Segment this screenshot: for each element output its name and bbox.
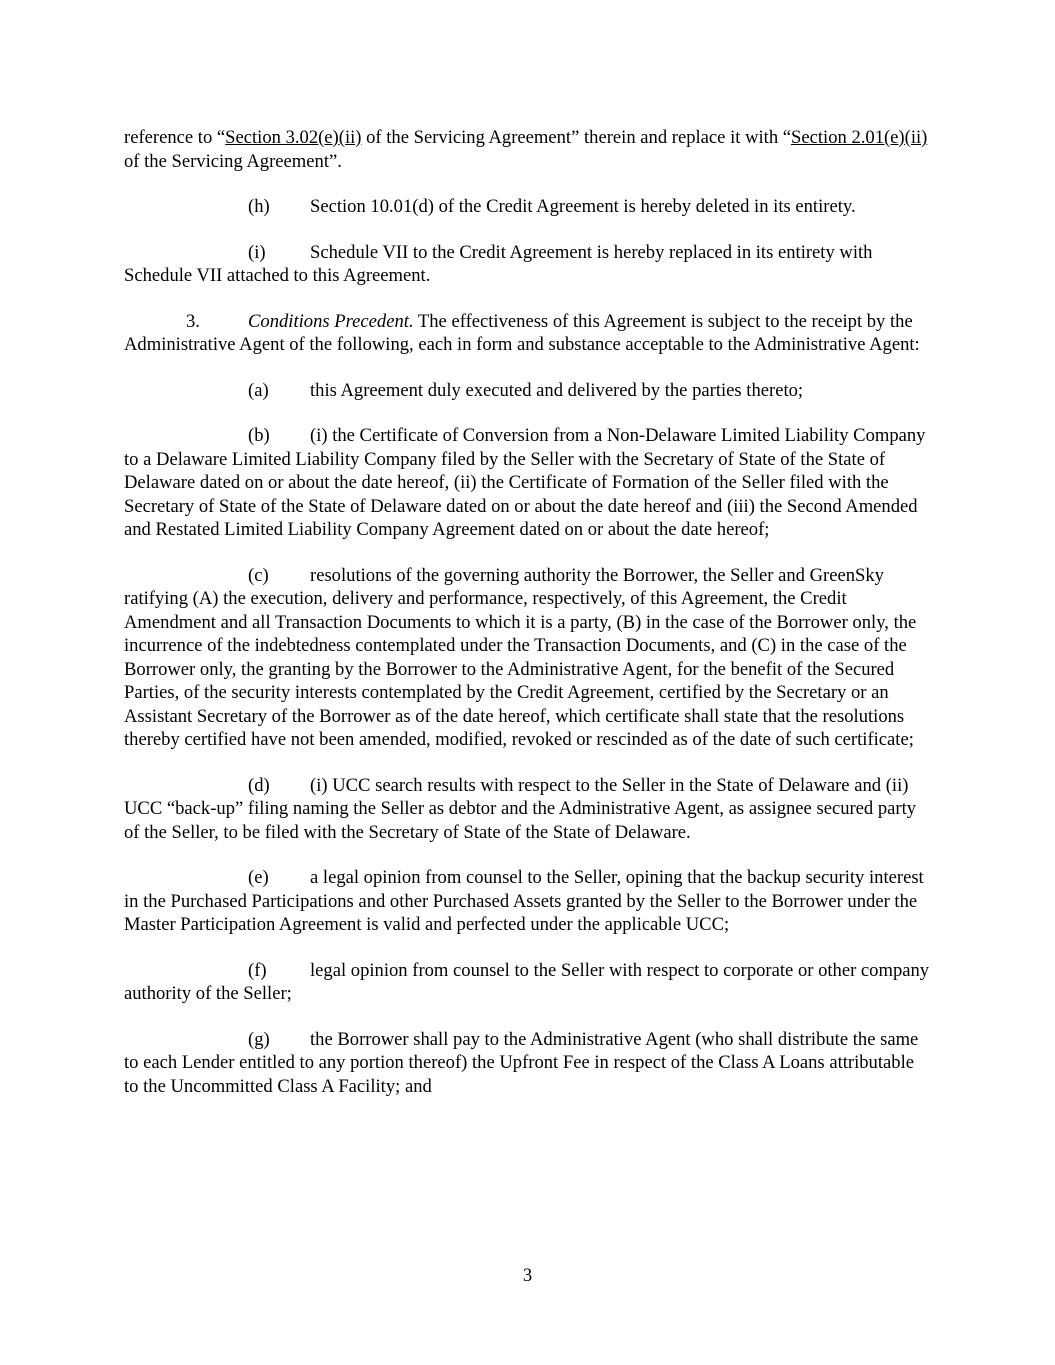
clause-label: (f) (248, 959, 267, 981)
section-heading: Conditions Precedent. (248, 310, 414, 332)
clause-e (124, 866, 932, 937)
section-3 (124, 310, 932, 357)
document-body (124, 126, 932, 1120)
clause-f (124, 959, 932, 1006)
section-text: The effectiveness of this Agreement is subject to the receipt by the Administrative Agent of the following, each in form and substance acceptable to the Administrative Agent: (124, 310, 920, 355)
clause-label: (h) (248, 196, 270, 217)
clause-b (124, 424, 932, 542)
paragraph-continuation: reference to “Section 3.02(e)(ii) of the Servicing Agreement” therein and replace it with “Section 2.01(e)(ii) of the Servicing Agreement”. (124, 127, 928, 172)
clause-label: (g) (248, 1028, 270, 1050)
clause-g (124, 1028, 932, 1099)
clause-text: a legal opinion from counsel to the Seller, opining that the backup security interest in the Purchased Participations and other Purchased Assets granted by the Seller to the Borrower under the Master Participation Agreement is valid and perfected under the applicable UCC; (124, 867, 924, 935)
clause-text: resolutions of the governing authority the Borrower, the Seller and GreenSky ratifying (A) the execution, delivery and performance, respectively, of this Agreement, the Credit Amendment and all Transaction Documents to which it is a party, (B) in the case of the Borrower only, the incurrence of the indebtedness contemplated under the Transaction Documents, and (C) in the case of the Borrower only, the granting by the Borrower to the Administrative Agent, for the benefit of the Secured Parties, of the security interests contemplated by the Credit Agreement, certified by the Secretary or an Assistant Secretary of the Borrower as of the date hereof, which certificate shall state that the resolutions thereby certified have not been amended, modified, revoked or rescinded as of the date of such certificate; (124, 564, 917, 750)
clause-text: (i) UCC search results with respect to the Seller in the State of Delaware and (ii) UCC “back-up” filing naming the Seller as debtor and the Administrative Agent, as assignee secured party of the Seller, to be filed with the Secretary of State of the State of Delaware. (124, 774, 917, 843)
clause-c (124, 564, 932, 752)
clause-text: legal opinion from counsel to the Seller with respect to corporate or other company authority of the Seller; (124, 959, 930, 1004)
section-number: 3. (186, 310, 200, 332)
clause-text: Section 10.01(d) of the Credit Agreement is hereby deleted in its entirety. (310, 196, 856, 217)
clause-text: Schedule VII to the Credit Agreement is hereby replaced in its entirety with Schedule VII attached to this Agreement. (124, 241, 873, 286)
clause-label: (c) (248, 564, 269, 586)
clause-label: (e) (248, 867, 269, 888)
clause-label: (i) (248, 241, 266, 263)
clause-label: (b) (248, 425, 270, 446)
clause-label: (d) (248, 774, 270, 796)
clause-text: (i) the Certificate of Conversion from a Non-Delaware Limited Liability Company to a Delaware Limited Liability Company filed by the Seller with the Secretary of State of the State of Delaware dated on or about the date hereof, (ii) the Certificate of Formation of the Seller filed with the Secretary of State of the State of Delaware dated on or about the date hereof and (iii) the Second Amended and Restated Limited Liability Company Agreement dated on or about the date hereof; (124, 425, 926, 540)
clause-label: (a) (248, 379, 269, 401)
clause-text: this Agreement duly executed and delivered by the parties thereto; (310, 379, 804, 401)
page-number: 3 (522, 1265, 533, 1286)
clause-text: the Borrower shall pay to the Administrative Agent (who shall distribute the same to each Lender entitled to any portion thereof) the Upfront Fee in respect of the Class A Loans attributable to the Uncommitted Class A Facility; and (124, 1028, 919, 1097)
section-reference-link: Section 2.01(e)(ii) (791, 127, 928, 148)
clause-a (124, 379, 932, 403)
clause-d (124, 774, 932, 845)
section-reference-link: Section 3.02(e)(ii) (225, 127, 362, 148)
clause-i (124, 241, 932, 288)
clause-h (124, 195, 932, 219)
